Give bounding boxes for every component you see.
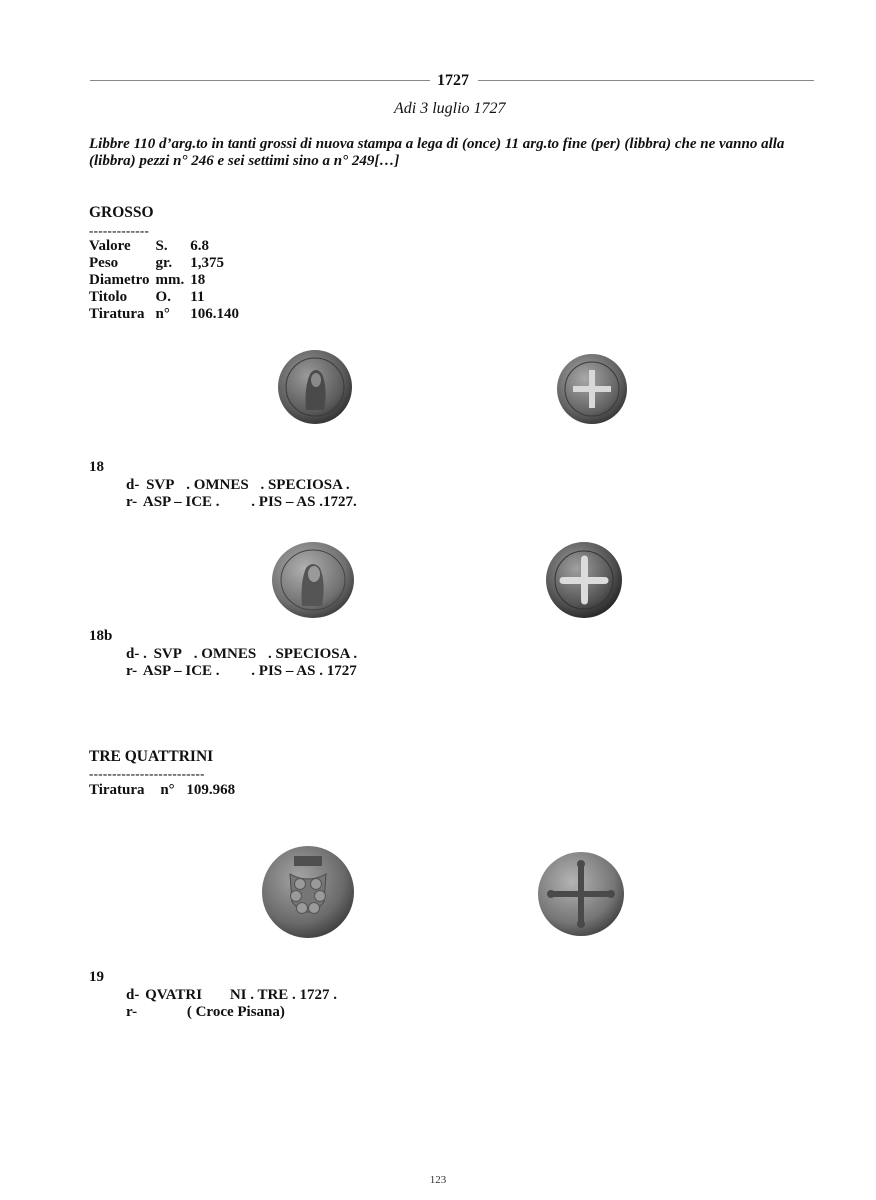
coin-18b-reverse-image	[544, 540, 624, 620]
legend-part: . PIS – AS .1727.	[251, 494, 357, 510]
spec-label: Valore	[89, 238, 131, 254]
coin-18-obverse-legend	[126, 477, 350, 494]
legend-prefix: r-	[126, 663, 138, 679]
spec-row	[89, 289, 245, 306]
spec-label: Tiratura	[89, 782, 145, 798]
spec-value: 106.140	[190, 306, 240, 322]
spec-label: Tiratura	[89, 306, 145, 322]
legend-part: ASP – ICE .	[142, 663, 220, 679]
legend-part: . SPECIOSA .	[260, 477, 350, 493]
grosso-spec-table	[89, 238, 245, 323]
spec-unit: n°	[155, 306, 170, 322]
tre-quattrini-spec	[89, 782, 235, 799]
spec-label: Peso	[89, 255, 119, 271]
coin-19-obverse-image	[260, 844, 356, 940]
coin-18-obverse-image	[276, 348, 354, 426]
legend-prefix: d-	[126, 987, 140, 1003]
legend-part: . OMNES	[186, 477, 249, 493]
spec-unit: S.	[155, 238, 168, 254]
spec-unit: gr.	[155, 255, 173, 271]
legend-prefix: d-	[126, 477, 140, 493]
spec-value: 109.968	[186, 782, 236, 798]
spec-row	[89, 238, 245, 255]
coin-19-obverse-legend	[126, 987, 337, 1004]
spec-label: Titolo	[89, 289, 128, 305]
legend-part: SVP	[146, 477, 175, 493]
legend-part: . SPECIOSA .	[267, 646, 358, 662]
spec-label: Diametro	[89, 272, 150, 288]
coin-19-reverse-legend	[126, 1004, 285, 1021]
legend-prefix: r-	[126, 1004, 138, 1020]
legend-prefix: r-	[126, 494, 138, 510]
legend-part: ASP – ICE .	[142, 494, 220, 510]
coin-18b-obverse-legend	[126, 646, 357, 663]
spec-value: 1,375	[190, 255, 225, 271]
catalog-number-18b: 18b	[89, 628, 113, 644]
spec-value: 6.8	[190, 238, 210, 254]
legend-part: ( Croce Pisana)	[186, 1004, 285, 1020]
document-date: Adi 3 luglio 1727	[394, 100, 506, 117]
spec-unit: O.	[155, 289, 171, 305]
legend-part: NI . TRE . 1727 .	[229, 987, 338, 1003]
spec-row	[89, 272, 245, 289]
spec-row	[89, 306, 245, 323]
intro-text: Libbre 110 d’arg.to in tanti grossi di nuova stampa a lega di (once) 11 arg.to fine (per) (libbra) che ne vanno alla (libbra) pezzi n° 246 e sei settimi sino a n° 249[…]	[89, 136, 785, 169]
section-underline-tre-quattrini: -------------------------	[89, 766, 205, 781]
spec-row	[89, 255, 245, 272]
legend-part: SVP	[153, 646, 182, 662]
catalog-number-19: 19	[89, 969, 104, 985]
catalog-number-18: 18	[89, 459, 104, 475]
spec-value: 18	[190, 272, 206, 288]
spec-value: 11	[190, 289, 205, 305]
legend-part: QVATRI	[145, 987, 203, 1003]
section-underline-grosso: -------------	[89, 223, 150, 238]
coin-18-reverse-image	[555, 352, 629, 426]
spec-unit: n°	[160, 782, 175, 798]
coin-18b-reverse-legend	[126, 663, 357, 680]
header-rule-right	[478, 80, 814, 81]
coin-18-reverse-legend	[126, 494, 357, 511]
spec-unit: mm.	[155, 272, 185, 288]
header-rule-left	[90, 80, 430, 81]
coin-18b-obverse-image	[270, 540, 356, 620]
page-number: 123	[429, 1174, 447, 1186]
legend-part: . PIS – AS . 1727	[251, 663, 357, 679]
section-title-tre-quattrini: TRE QUATTRINI	[89, 748, 214, 765]
legend-prefix: d- .	[126, 646, 147, 662]
section-title-grosso: GROSSO	[89, 204, 154, 221]
legend-part: . OMNES	[193, 646, 257, 662]
year-heading: 1727	[437, 72, 469, 89]
coin-19-reverse-image	[536, 850, 626, 938]
